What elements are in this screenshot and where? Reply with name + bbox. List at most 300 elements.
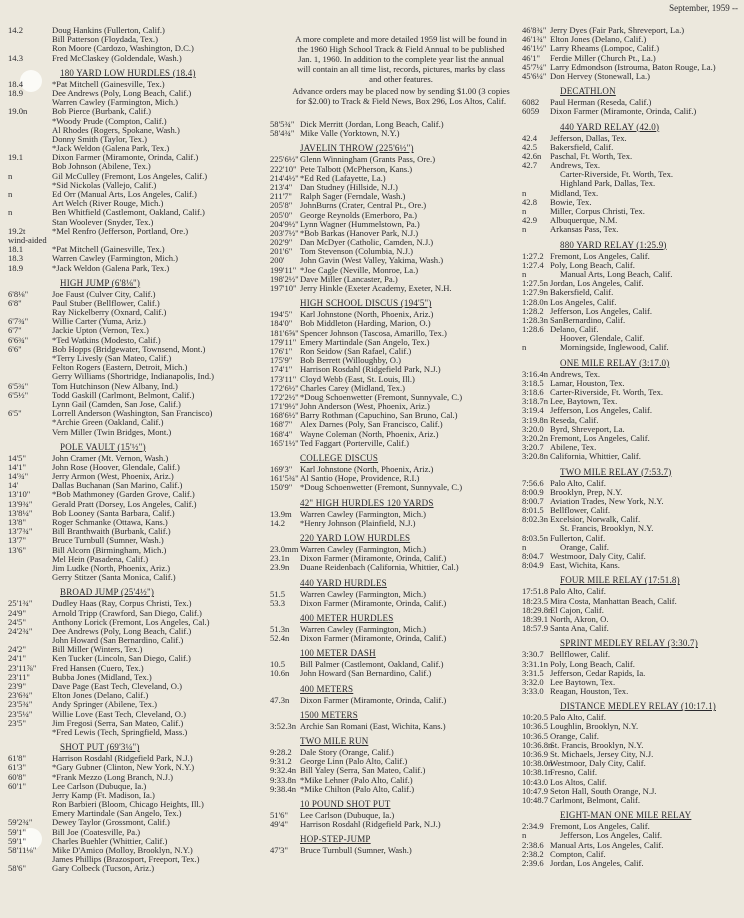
result-row [8, 855, 256, 864]
result-mark: 222'10" [270, 164, 297, 174]
result-row [270, 846, 516, 855]
event-heading [270, 684, 516, 695]
page-date: September, 1959 -- [669, 3, 738, 13]
result-name: *Sid Nickolas (Vallejo, Calif.) [52, 180, 157, 190]
result-name: Archie San Romani (East, Wichita, Kans.) [300, 721, 446, 731]
result-mark: 24'5" [8, 617, 26, 627]
result-name: SanBernardino, Calif. [550, 315, 626, 325]
result-name: *Jack Weldon (Galena Park, Tex.) [52, 263, 170, 273]
result-name: Poly, Long Beach, Calif. [550, 260, 635, 270]
result-name: John Gavin (West Valley, Yakima, Wash.) [300, 256, 444, 266]
result-row [8, 153, 256, 162]
result-row [522, 72, 744, 81]
result-name: Fremont, Los Angeles, Calif. [550, 433, 650, 443]
result-row [522, 397, 744, 406]
result-row [522, 859, 744, 868]
result-row [8, 144, 256, 153]
result-row [8, 26, 256, 35]
result-mark: 18:57.9 [522, 624, 549, 634]
result-mark: 14' [8, 481, 19, 491]
result-mark: 45'7¼" [522, 62, 547, 72]
result-row [270, 660, 516, 669]
result-name: Carlmont, Belmont, Calif. [550, 795, 640, 805]
result-name: Doug Hankins (Fullerton, Calif.) [52, 26, 165, 35]
event-heading-text: HIGH SCHOOL DISCUS (194'5") [300, 298, 432, 309]
result-name: Westmoor, Daly City, Calif. [550, 759, 646, 769]
result-row [270, 284, 516, 293]
result-mark: n [8, 208, 13, 218]
result-name: Jerry Kamp (Ft. Madison, Ia.) [52, 790, 155, 800]
result-mark: 3:31.1n [522, 659, 549, 669]
result-mark: 23.1n [270, 554, 290, 564]
result-mark: 2:39.6 [522, 858, 544, 868]
result-row [8, 254, 256, 263]
result-row [270, 347, 516, 356]
result-row [8, 117, 256, 126]
result-name: Vern Miller (Twin Bridges, Mont.) [52, 427, 172, 437]
result-mark: 59'2¾" [8, 818, 33, 828]
result-name: Los Altos, Calif. [550, 777, 607, 787]
result-mark: 8:02.3n [522, 515, 549, 525]
result-name: Ben Whitfield (Castlemont, Oakland, Calif.) [52, 208, 205, 218]
result-name: Paschal, Ft. Worth, Tex. [550, 151, 633, 161]
result-mark: 10.5 [270, 660, 286, 670]
event-heading [270, 578, 516, 589]
result-row [8, 782, 256, 791]
result-name: Warren Cawley (Farmington, Mich.) [300, 624, 427, 634]
result-row [270, 266, 516, 275]
result-mark: 25'1¾" [8, 599, 33, 609]
result-row [8, 317, 256, 326]
result-row [522, 416, 744, 425]
result-row [270, 474, 516, 483]
result-name: Miller, Corpus Christi, Tex. [550, 207, 645, 216]
result-name: Carter-Riverside, Ft. Worth, Tex. [550, 388, 664, 397]
result-name: Don Hervey (Stonewall, La.) [550, 71, 650, 81]
result-row [270, 393, 516, 402]
event-heading [270, 710, 516, 721]
event-heading [270, 799, 516, 810]
result-mark: 168'4" [270, 429, 293, 439]
result-mark: 23'9" [8, 682, 26, 691]
result-name: *Archie Green (Oakland, Calif.) [52, 418, 164, 428]
result-name: Bill Alcorn (Birmingham, Mich.) [52, 545, 167, 555]
result-name: Bill Patterson (Floydada, Tex.) [52, 35, 158, 45]
result-name: Jackie Upton (Vernon, Tex.) [52, 326, 149, 336]
result-name: Lynn Gail (Camden, San Jose, Calif.) [52, 399, 181, 409]
result-name: Donny Smith (Taylor, Tex.) [52, 134, 147, 144]
result-mark: 19.1 [8, 153, 24, 163]
result-row [522, 63, 744, 72]
result-name: Charles Carey (Midland, Tex.) [300, 383, 405, 393]
result-row [270, 120, 516, 129]
result-row [522, 669, 744, 678]
result-mark: 6'5" [8, 409, 22, 419]
result-mark: n [8, 171, 13, 181]
result-row [8, 719, 256, 728]
result-mark: 9:28.2 [270, 748, 292, 757]
result-mark: 61'3" [8, 763, 26, 773]
result-row [270, 420, 516, 429]
result-name: Bill Palmer (Castlemont, Oakland, Calif.) [300, 660, 444, 670]
result-name: Wayne Coleman (North, Phoenix, Ariz.) [300, 429, 439, 439]
result-mark: 23.9n [270, 563, 290, 573]
result-row [522, 143, 744, 152]
result-name: Joe Faust (Culver City, Calif.) [52, 289, 156, 299]
result-mark: 8:01.5 [522, 506, 544, 516]
result-row [522, 216, 744, 225]
event-heading [8, 442, 256, 453]
result-mark: 3:32.0 [522, 677, 544, 687]
result-name: Palo Alto, Calif. [550, 478, 606, 488]
result-row [270, 669, 516, 678]
event-heading-text: 100 METER DASH [300, 648, 376, 659]
result-mark: 46'1¾" [522, 35, 547, 45]
result-name: Orange, Calif. [550, 731, 599, 741]
result-name: Glenn Winningham (Grants Pass, Ore.) [300, 155, 436, 165]
event-heading-text: 440 YARD RELAY (42.0) [560, 121, 660, 132]
result-mark: 18.1 [8, 245, 24, 255]
result-mark: 179'11" [270, 337, 297, 347]
result-mark: 23.0mm [270, 544, 299, 554]
result-row [522, 316, 744, 325]
result-row [522, 741, 744, 750]
result-mark: 172'6½" [270, 383, 299, 393]
result-name: Highland Park, Dallas, Tex. [560, 179, 656, 189]
result-mark: 2:38.6 [522, 840, 544, 850]
result-mark: 3:33.0 [522, 687, 544, 697]
column-2 [270, 24, 516, 856]
result-row [270, 155, 516, 164]
result-name: George Reynolds (Emerboro, Pa.) [300, 210, 418, 220]
result-row [270, 174, 516, 183]
result-name: Dee Andrews (Poly, Long Beach, Calif.) [52, 88, 192, 98]
result-name: Orange, Calif. [560, 542, 609, 552]
event-heading [522, 810, 744, 821]
result-mark: 2:34.9 [522, 822, 544, 832]
result-mark: 10:47.9 [522, 786, 549, 796]
result-row [8, 536, 256, 545]
result-name: North, Akron, O. [550, 614, 609, 624]
result-name: Fred Hansen (Cuero, Tex.) [52, 663, 144, 673]
result-mark: 213'4" [270, 182, 293, 192]
result-mark: 3:20.0 [522, 424, 544, 434]
result-mark: 172'2½" [270, 392, 299, 402]
result-mark: n [522, 269, 527, 279]
event-heading-text: 220 YARD LOW HURDLES [300, 532, 411, 543]
result-row [522, 534, 744, 543]
result-name: Felton Rogers (Eastern, Detroit, Mich.) [52, 363, 188, 373]
result-row [8, 828, 256, 837]
result-mark: 14'5" [8, 453, 26, 463]
event-heading-text: 440 YARD HURDLES [300, 577, 387, 588]
result-row [270, 319, 516, 328]
result-name: Abilene, Tex. [550, 443, 597, 453]
notice-paragraph: A more complete and more detailed 1959 list will be found in the 1960 High School Track & Field Annual to be published Jan. 1, 1960. In addition to the complete year list the annual will contain an all time list, records, pictures, marks by class and other features. [295, 34, 507, 84]
result-row [270, 220, 516, 229]
result-row [522, 524, 744, 533]
result-name: Barry Rothman (Capuchino, San Bruno, Cal.) [300, 411, 458, 421]
result-row [8, 290, 256, 299]
result-mark: 18.9 [8, 88, 24, 98]
result-row [8, 555, 256, 564]
result-row [8, 135, 256, 144]
result-name: Warren Cawley (Farmington, Mich.) [300, 509, 427, 519]
result-mark: 52.4n [270, 634, 290, 644]
result-row [8, 382, 256, 391]
result-row [522, 298, 744, 307]
event-heading [8, 587, 256, 598]
result-row [8, 227, 256, 236]
event-heading [522, 575, 744, 586]
result-mark: 13'9¾" [8, 499, 33, 509]
result-mark: 42.5 [522, 142, 538, 152]
result-row [270, 338, 516, 347]
result-name: St. Francis, Brooklyn, N.Y. [560, 524, 654, 534]
event-heading [270, 736, 516, 747]
result-row [270, 465, 516, 474]
result-mark: 59'1" [8, 827, 26, 837]
result-mark: 42.4 [522, 133, 538, 143]
result-mark: 1:27.4 [522, 260, 544, 270]
event-heading-text: TWO MILE RELAY (7:53.7) [560, 466, 672, 477]
result-name: Al Santio (Hope, Providence, R.I.) [300, 474, 420, 484]
result-mark: wind-aided [8, 235, 47, 245]
event-heading-text: SPRINT MEDLEY RELAY (3:30.7) [560, 638, 698, 649]
result-row [270, 483, 516, 492]
result-row [522, 434, 744, 443]
result-name: *Gary Gubner (Clinton, New York, N.Y.) [52, 763, 195, 773]
event-heading [522, 467, 744, 478]
result-row [8, 627, 256, 636]
result-name: Alex Darnes (Poly, San Francisco, Calif.) [300, 420, 443, 430]
result-name: Stan Woolever (Snyder, Tex.) [52, 217, 154, 227]
result-name: *Ted Watkins (Modesto, Calif.) [52, 335, 161, 345]
result-name: Gary Colbeck (Tucson, Ariz.) [52, 864, 155, 874]
result-name: Gil McCulley (Fremont, Los Angeles, Calif.) [52, 171, 208, 181]
result-name: Ferdie Miller (Church Pt., La.) [550, 53, 656, 63]
event-heading [522, 701, 744, 712]
result-mark: 18.9 [8, 263, 24, 273]
result-row [270, 634, 516, 643]
result-name: Jordan, Los Angeles, Calif. [550, 279, 644, 289]
result-mark: 13'6" [8, 545, 26, 555]
result-name: Bellflower, Calif. [550, 650, 611, 660]
event-heading-text: 400 METER HURDLES [300, 612, 394, 623]
result-row [8, 564, 256, 573]
result-mark: 6'6" [8, 344, 22, 354]
event-heading [270, 143, 516, 154]
result-mark: 61'8" [8, 754, 26, 764]
result-mark: 8:04.7 [522, 552, 544, 561]
result-name: Fremont, Los Angeles, Calif. [550, 822, 650, 832]
result-row [522, 587, 744, 596]
result-row [522, 207, 744, 216]
result-mark: 1:27.9n [522, 288, 549, 298]
result-row [8, 664, 256, 673]
result-name: Dave Miller (Lancaster, Pa.) [300, 274, 398, 284]
result-name: Charles Buehler (Whittier, Calif.) [52, 836, 168, 846]
result-row [270, 766, 516, 775]
result-mark: 1:27.5n [522, 279, 549, 289]
event-heading-text: BROAD JUMP (25'4½") [60, 587, 155, 598]
event-heading [270, 298, 516, 309]
result-row [270, 411, 516, 420]
result-name: Warren Cawley (Farmington, Mich.) [300, 589, 427, 599]
result-mark: 10:36.8n [522, 740, 553, 750]
result-mark: 47.3n [270, 695, 290, 705]
result-row [522, 768, 744, 777]
result-mark: 10:36.9 [522, 750, 549, 759]
result-mark: 13'8" [8, 518, 26, 527]
result-name: Albuquerque, N.M. [550, 216, 618, 226]
result-row [522, 307, 744, 316]
result-row [8, 754, 256, 763]
result-mark: n [522, 831, 527, 841]
result-name: Mike Valle (Yorktown, N.Y.) [300, 129, 400, 139]
result-mark: 18.3 [8, 254, 24, 264]
result-name: Dave Page (East Tech, Cleveland, O.) [52, 682, 183, 691]
result-name: Jefferson, Dallas, Tex. [550, 133, 627, 143]
result-row [522, 189, 744, 198]
result-name: *Pat Mitchell (Gainesville, Tex.) [52, 245, 165, 255]
result-row [270, 211, 516, 220]
result-row [8, 181, 256, 190]
result-name: Bakersfield, Calif. [550, 288, 614, 298]
result-mark: 3:19.4 [522, 406, 544, 416]
result-name: *Fred Lewis (Tech, Springfield, Mass.) [52, 727, 188, 737]
result-row [270, 590, 516, 599]
result-mark: 14'1" [8, 462, 26, 472]
result-name: St. Michaels, Jersey City, N.J. [550, 750, 654, 759]
result-name: Dan McDyer (Catholic, Camden, N.J.) [300, 238, 434, 248]
result-row [8, 172, 256, 181]
result-name: East, Wichita, Kans. [550, 561, 620, 571]
result-row [8, 308, 256, 317]
result-name: El Cajon, Calif. [550, 605, 604, 615]
result-mark: 46'8¾" [522, 26, 547, 35]
result-row [522, 261, 744, 270]
result-mark: 24'2¾" [8, 626, 33, 636]
result-name: Lee Carlson (Dubuque, Ia.) [52, 781, 147, 791]
result-name: Palo Alto, Calif. [550, 587, 606, 597]
column-3 [522, 26, 744, 868]
result-name: Seton Hall, South Orange, N.J. [550, 786, 657, 796]
result-name: *Doug Schoenwetter (Fremont, Sunnyvale, C.) [300, 483, 463, 493]
result-row [522, 225, 744, 234]
result-row [8, 363, 256, 372]
event-heading-text: HOP-STEP-JUMP [300, 834, 371, 845]
result-name: *Mike Chilton (Palo Alto, Calif.) [300, 784, 415, 794]
result-row [270, 375, 516, 384]
result-name: Lee Baytown, Tex. [550, 677, 616, 687]
result-row [522, 713, 744, 722]
result-mark: 6059 [522, 107, 540, 117]
result-row [522, 624, 744, 633]
result-row [522, 561, 744, 570]
result-mark: 205'0" [270, 210, 293, 220]
result-row [522, 107, 744, 116]
result-mark: 150'9" [270, 483, 293, 493]
result-name: Loughlin, Brooklyn, N.Y. [550, 722, 639, 732]
result-name: Lynn Wagner (Hummelstown, Pa.) [300, 219, 420, 229]
result-row [8, 481, 256, 490]
result-row [270, 256, 516, 265]
result-name: *Henry Johnson (Plainfield, N.J.) [300, 518, 416, 528]
result-row [522, 515, 744, 524]
result-name: Bakersfield, Calif. [550, 142, 614, 152]
result-row [270, 238, 516, 247]
result-row [8, 391, 256, 400]
result-name: Dallas Buchanan (San Marino, Calif.) [52, 481, 183, 491]
result-mark: 173'11" [270, 374, 297, 384]
result-name: Bruce Turnbull (Sumner, Wash.) [300, 846, 412, 856]
result-name: California, Whittier, Calif. [550, 452, 641, 462]
result-mark: 194'5" [270, 310, 293, 320]
result-name: Lee, Baytown, Tex. [550, 397, 618, 407]
result-name: Bob Berrett (Willoughby, O.) [300, 356, 402, 366]
result-name: Jefferson, Los Angeles, Calif. [550, 306, 652, 316]
result-row [522, 288, 744, 297]
result-name: Dee Andrews (Poly, Long Beach, Calif.) [52, 626, 192, 636]
result-name: John Rose (Hoover, Glendale, Calif.) [52, 462, 180, 472]
result-mark: 23'5" [8, 718, 26, 728]
result-row [522, 343, 744, 352]
result-row [8, 773, 256, 782]
result-row [8, 98, 256, 107]
result-name: Art Welch (River Rouge, Mich.) [52, 199, 164, 209]
result-mark: 6'8" [8, 298, 22, 308]
result-name: Fred McClaskey (Goldendale, Wash.) [52, 53, 182, 63]
result-name: Jerry Hinkle (Exeter Academy, Exeter, N.H. [300, 284, 452, 293]
result-row [8, 428, 256, 437]
event-heading [270, 498, 516, 509]
result-row [522, 134, 744, 143]
result-mark: 10:36.5 [522, 722, 549, 732]
result-row [8, 107, 256, 116]
result-name: Palo Alto, Calif. [550, 713, 606, 723]
result-row [522, 597, 744, 606]
result-row [8, 518, 256, 527]
result-row [522, 850, 744, 859]
result-mark: 184'0" [270, 319, 293, 329]
result-row [270, 554, 516, 563]
result-mark: 24'1" [8, 654, 26, 664]
result-name: John Cramer (Mt. Vernon, Wash.) [52, 453, 169, 463]
result-mark: 60'8" [8, 772, 26, 782]
result-name: Compton, Calif. [550, 849, 606, 859]
result-row [522, 497, 744, 506]
result-mark: 6'5¾" [8, 381, 29, 391]
result-mark: 168'6½" [270, 411, 299, 421]
result-row [522, 606, 744, 615]
result-row [8, 682, 256, 691]
result-row [522, 161, 744, 170]
result-mark: 214'4½" [270, 173, 299, 183]
result-mark: 7:56.6 [522, 478, 544, 488]
result-row [522, 488, 744, 497]
result-row [8, 400, 256, 409]
result-name: Bowie, Tex. [550, 197, 592, 207]
event-heading [8, 742, 256, 753]
result-mark: 60'1" [8, 781, 26, 791]
event-heading-text: 180 YARD LOW HURDLES (18.4) [60, 67, 196, 78]
result-name: John Anderson (West, Phoenix, Ariz.) [300, 402, 430, 412]
result-row [522, 334, 744, 343]
result-mark: 23'11⅞" [8, 663, 37, 673]
event-heading-text: 400 METERS [300, 683, 354, 694]
result-row [522, 678, 744, 687]
